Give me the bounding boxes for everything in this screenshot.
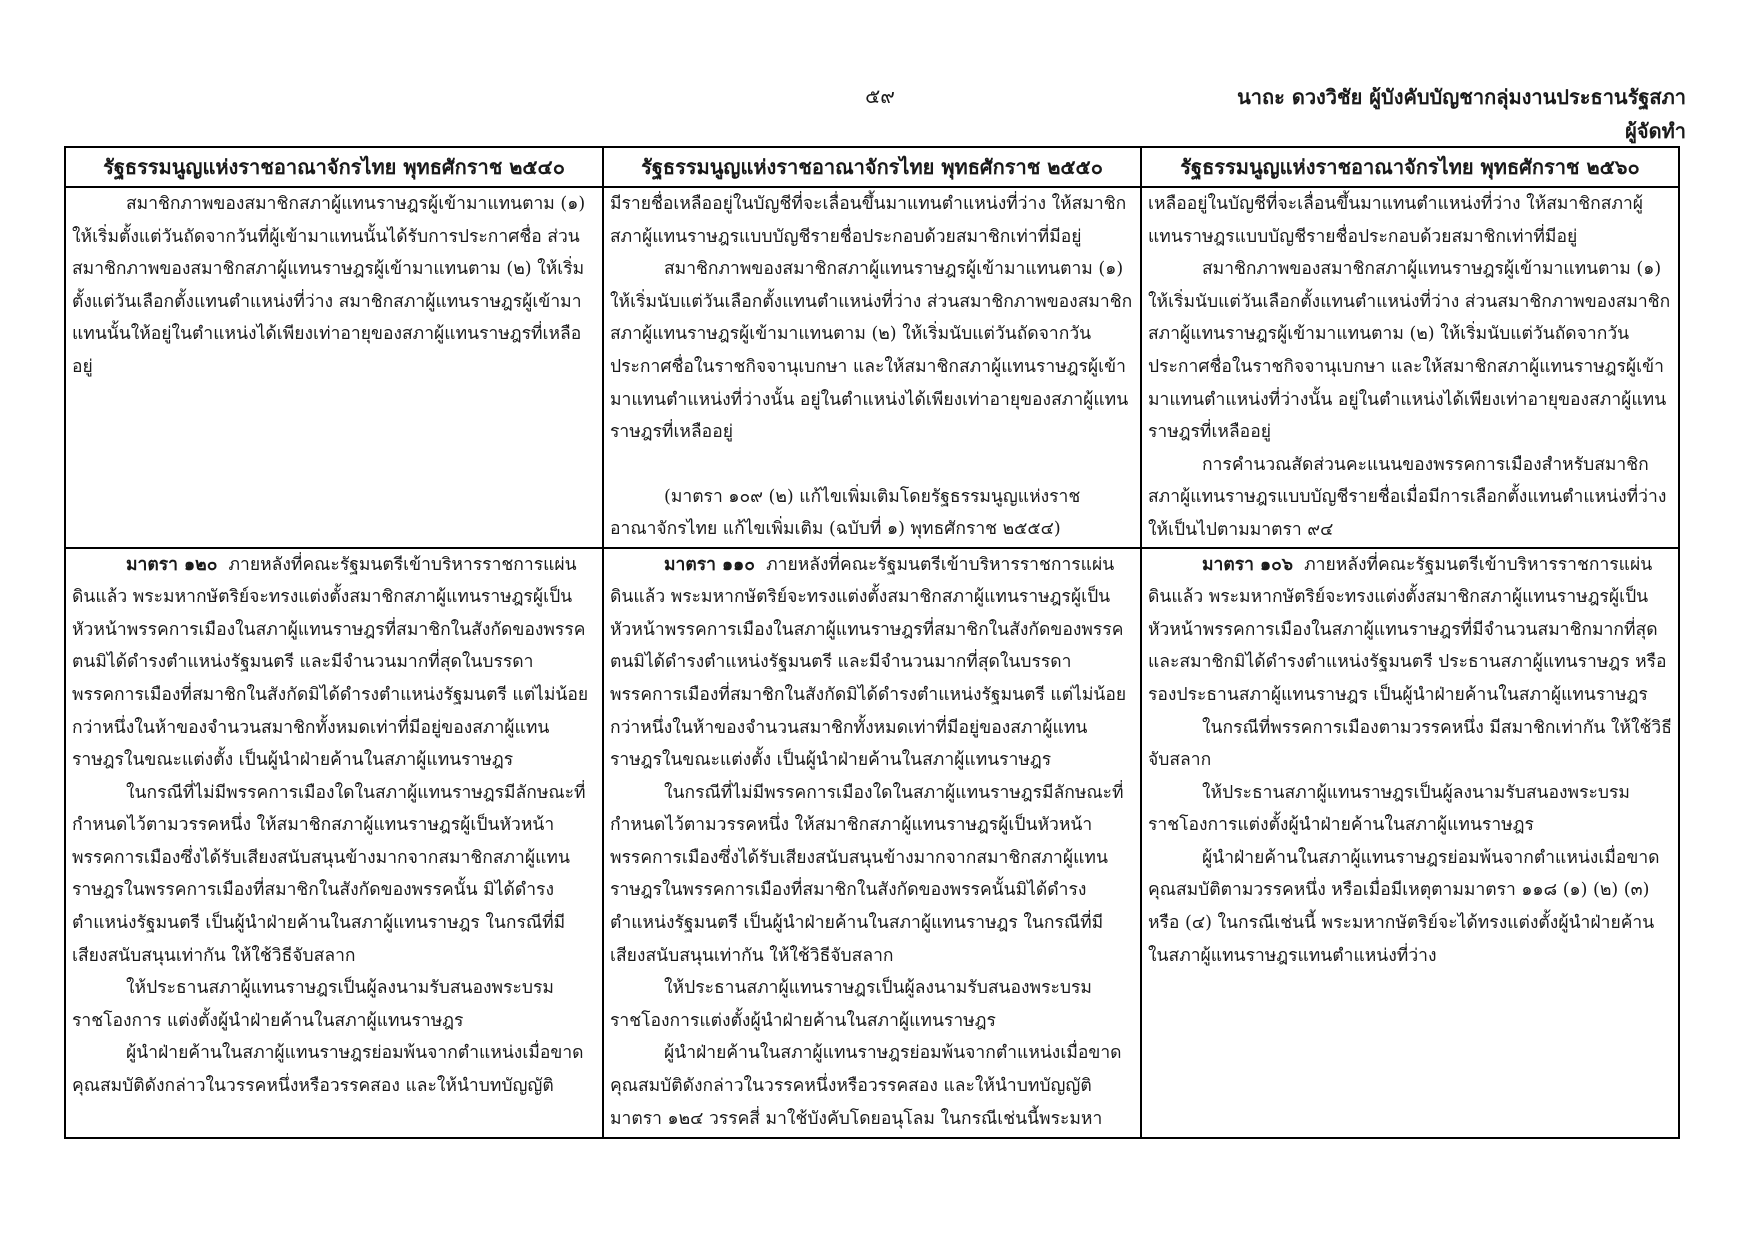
- paragraph: ให้ประธานสภาผู้แทนราษฎรเป็นผู้ลงนามรับสนองพระบรมราชโองการแต่งตั้งผู้นำฝ่ายค้านในสภาผู้แทนราษฎร: [610, 978, 1092, 1031]
- preparer-role: ผู้จัดทำ: [1625, 119, 1686, 143]
- paragraph: ให้ประธานสภาผู้แทนราษฎรเป็นผู้ลงนามรับสนองพระบรมราชโองการ แต่งตั้งผู้นำฝ่ายค้านในสภาผู้แทนราษฎร: [72, 978, 554, 1031]
- paragraph: มีรายชื่อเหลืออยู่ในบัญชีที่จะเลื่อนขึ้นมาแทนตำแหน่งที่ว่าง ให้สมาชิกสภาผู้แทนราษฎรแบบบัญชีรายชื่อประกอบด้วยสมาชิกเท่าที่มีอยู่: [610, 194, 1127, 247]
- header-2550: รัฐธรรมนูญแห่งราชอาณาจักรไทย พุทธศักราช ๒๕๕๐: [603, 147, 1141, 187]
- table-row: [65, 548, 1679, 1138]
- cell-2560-row2: [1141, 548, 1679, 1138]
- article-text: ภายหลังที่คณะรัฐมนตรีเข้าบริหารราชการแผ่นดินแล้ว พระมหากษัตริย์จะทรงแต่งตั้งสมาชิกสภาผู้แทนราษฎรผู้เป็นหัวหน้าพรรคการเมืองในสภาผู้แทนราษฎรที่มีจำนวนสมาชิกมากที่สุด และสมาชิกมิได้ดำรงตำแหน่งรัฐมนตรี ประธานสภาผู้แทนราษฎร หรือรองประธานสภาผู้แทนราษฎร เป็นผู้นำฝ่ายค้านในสภาผู้แทนราษฎร: [1148, 554, 1667, 705]
- cell-2550-row1: [603, 187, 1141, 548]
- header-2540: รัฐธรรมนูญแห่งราชอาณาจักรไทย พุทธศักราช ๒๕๔๐: [65, 147, 603, 187]
- paragraph: เหลืออยู่ในบัญชีที่จะเลื่อนขึ้นมาแทนตำแหน่งที่ว่าง ให้สมาชิกสภาผู้แทนราษฎรแบบบัญชีรายชื่อประกอบด้วยสมาชิกเท่าที่มีอยู่: [1148, 194, 1644, 247]
- paragraph: ผู้นำฝ่ายค้านในสภาผู้แทนราษฎรย่อมพ้นจากตำแหน่งเมื่อขาดคุณสมบัติดังกล่าวในวรรคหนึ่งหรือวรรคสอง และให้นำบทบัญญัติมาตรา ๑๒๔ วรรคสี่ มาใช้บังคับโดยอนุโลม ในกรณีเช่นนี้พระมหา: [610, 1043, 1122, 1129]
- paragraph: ในกรณีที่ไม่มีพรรคการเมืองใดในสภาผู้แทนราษฎรมีลักษณะที่กำหนดไว้ตามวรรคหนึ่ง ให้สมาชิกสภาผู้แทนราษฎรผู้เป็นหัวหน้าพรรคการเมืองซึ่งได้รับเสียงสนับสนุนข้างมากจากสมาชิกสภาผู้แทนราษฎรในพรรคการเมืองที่สมาชิกในสังกัดของพรรคนั้น มิได้ดำรงตำแหน่งรัฐมนตรี เป็นผู้นำฝ่ายค้านในสภาผู้แทนราษฎร ในกรณีที่มีเสียงสนับสนุนเท่ากัน ให้ใช้วิธีจับสลาก: [72, 782, 586, 966]
- constitution-comparison-table: [64, 146, 1680, 1139]
- cell-2560-row1: [1141, 187, 1679, 548]
- paragraph: สมาชิกภาพของสมาชิกสภาผู้แทนราษฎรผู้เข้ามาแทนตาม (๑) ให้เริ่มตั้งแต่วันถัดจากวันที่ผู้เข้ามาแทนนั้นได้รับการประกาศชื่อ ส่วนสมาชิกภาพของสมาชิกสภาผู้แทนราษฎรผู้เข้ามาแทนตาม (๒) ให้เริ่มตั้งแต่วันเลือกตั้งแทนตำแหน่งที่ว่าง สมาชิกสภาผู้แทนราษฎรผู้เข้ามาแทนนั้นให้อยู่ในตำแหน่งได้เพียงเท่าอายุของสภาผู้แทนราษฎรที่เหลืออยู่: [72, 194, 586, 377]
- article-paragraph: [72, 549, 596, 777]
- article-label: มาตรา ๑๑๐: [664, 554, 755, 575]
- cell-2540-row2: [65, 548, 603, 1138]
- article-label: มาตรา ๑๐๖: [1202, 554, 1293, 575]
- paragraph: สมาชิกภาพของสมาชิกสภาผู้แทนราษฎรผู้เข้ามาแทนตาม (๑) ให้เริ่มนับแต่วันเลือกตั้งแทนตำแหน่งที่ว่าง ส่วนสมาชิกภาพของสมาชิกสภาผู้แทนราษฎรผู้เข้ามาแทนตาม (๒) ให้เริ่มนับแต่วันถัดจากวันประกาศชื่อในราชกิจจานุเบกษา และให้สมาชิกสภาผู้แทนราษฎรผู้เข้ามาแทนตำแหน่งที่ว่างนั้น อยู่ในตำแหน่งได้เพียงเท่าอายุของสภาผู้แทนราษฎรที่เหลืออยู่: [610, 259, 1133, 443]
- preparer-name: นาถะ ดวงวิชัย ผู้บังคับบัญชากลุ่มงานประธานรัฐสภา: [1237, 85, 1686, 109]
- paragraph: การคำนวณสัดส่วนคะแนนของพรรคการเมืองสำหรับสมาชิกสภาผู้แทนราษฎรแบบบัญชีรายชื่อเมื่อมีการเลือกตั้งแทนตำแหน่งที่ว่าง ให้เป็นไปตามมาตรา ๙๔: [1148, 454, 1667, 540]
- article-paragraph: [1148, 549, 1672, 712]
- table-row: [65, 187, 1679, 548]
- paragraph: ในกรณีที่ไม่มีพรรคการเมืองใดในสภาผู้แทนราษฎรมีลักษณะที่กำหนดไว้ตามวรรคหนึ่ง ให้สมาชิกสภาผู้แทนราษฎรผู้เป็นหัวหน้าพรรคการเมืองซึ่งได้รับเสียงสนับสนุนข้างมากจากสมาชิกสภาผู้แทนราษฎรในพรรคการเมืองที่สมาชิกในสังกัดของพรรคนั้นมิได้ดำรงตำแหน่งรัฐมนตรี เป็นผู้นำฝ่ายค้านในสภาผู้แทนราษฎร ในกรณีที่มีเสียงสนับสนุนเท่ากัน ให้ใช้วิธีจับสลาก: [610, 782, 1124, 966]
- paragraph: ผู้นำฝ่ายค้านในสภาผู้แทนราษฎรย่อมพ้นจากตำแหน่งเมื่อขาดคุณสมบัติดังกล่าวในวรรคหนึ่งหรือวรรคสอง และให้นำบทบัญญัติ: [72, 1043, 584, 1097]
- article-text: ภายหลังที่คณะรัฐมนตรีเข้าบริหารราชการแผ่นดินแล้ว พระมหากษัตริย์จะทรงแต่งตั้งสมาชิกสภาผู้แทนราษฎรผู้เป็นหัวหน้าพรรคการเมืองในสภาผู้แทนราษฎรที่สมาชิกในสังกัดของพรรคตนมิได้ดำรงตำแหน่งรัฐมนตรี และมีจำนวนมากที่สุดในบรรดาพรรคการเมืองที่สมาชิกในสังกัดมิได้ดำรงตำแหน่งรัฐมนตรี แต่ไม่น้อยกว่าหนึ่งในห้าของจำนวนสมาชิกทั้งหมดเท่าที่มีอยู่ของสภาผู้แทนราษฎรในขณะแต่งตั้ง เป็นผู้นำฝ่ายค้านในสภาผู้แทนราษฎร: [72, 554, 589, 771]
- header-2560: รัฐธรรมนูญแห่งราชอาณาจักรไทย พุทธศักราช ๒๕๖๐: [1141, 147, 1679, 187]
- article-paragraph: [610, 549, 1134, 777]
- header-row: [65, 147, 1679, 187]
- paragraph: ในกรณีที่พรรคการเมืองตามวรรคหนึ่ง มีสมาชิกเท่ากัน ให้ใช้วิธีจับสลาก: [1148, 717, 1672, 771]
- article-text: ภายหลังที่คณะรัฐมนตรีเข้าบริหารราชการแผ่นดินแล้ว พระมหากษัตริย์จะทรงแต่งตั้งสมาชิกสภาผู้แทนราษฎรผู้เป็นหัวหน้าพรรคการเมืองในสภาผู้แทนราษฎรที่สมาชิกในสังกัดของพรรคตนมิได้ดำรงตำแหน่งรัฐมนตรี และมีจำนวนมากที่สุดในบรรดาพรรคการเมืองที่สมาชิกในสังกัดมิได้ดำรงตำแหน่งรัฐมนตรี แต่ไม่น้อยกว่าหนึ่งในห้าของจำนวนสมาชิกทั้งหมดเท่าที่มีอยู่ของสภาผู้แทนราษฎรในขณะแต่งตั้ง เป็นผู้นำฝ่ายค้านในสภาผู้แทนราษฎร: [610, 554, 1127, 771]
- paragraph: ให้ประธานสภาผู้แทนราษฎรเป็นผู้ลงนามรับสนองพระบรมราชโองการแต่งตั้งผู้นำฝ่ายค้านในสภาผู้แทนราษฎร: [1148, 782, 1630, 836]
- preparer-block: [1237, 80, 1686, 148]
- cell-2550-row2: [603, 548, 1141, 1138]
- amendment-note: (มาตรา ๑๐๙ (๒) แก้ไขเพิ่มเติมโดยรัฐธรรมนูญแห่งราชอาณาจักรไทย แก้ไขเพิ่มเติม (ฉบับที่ ๑) พุทธศักราช ๒๕๕๔): [610, 486, 1081, 540]
- paragraph: ผู้นำฝ่ายค้านในสภาผู้แทนราษฎรย่อมพ้นจากตำแหน่งเมื่อขาดคุณสมบัติตามวรรคหนึ่ง หรือเมื่อมีเหตุตามมาตรา ๑๑๘ (๑) (๒) (๓) หรือ (๔) ในกรณีเช่นนี้ พระมหากษัตริย์จะได้ทรงแต่งตั้งผู้นำฝ่ายค้านในสภาผู้แทนราษฎรแทนตำแหน่งที่ว่าง: [1148, 847, 1660, 966]
- paragraph: สมาชิกภาพของสมาชิกสภาผู้แทนราษฎรผู้เข้ามาแทนตาม (๑) ให้เริ่มนับแต่วันเลือกตั้งแทนตำแหน่งที่ว่าง ส่วนสมาชิกภาพของสมาชิกสภาผู้แทนราษฎรผู้เข้ามาแทนตาม (๒) ให้เริ่มนับแต่วันถัดจากวันประกาศชื่อในราชกิจจานุเบกษา และให้สมาชิกสภาผู้แทนราษฎรผู้เข้ามาแทนตำแหน่งที่ว่างนั้น อยู่ในตำแหน่งได้เพียงเท่าอายุของสภาผู้แทนราษฎรที่เหลืออยู่: [1148, 259, 1671, 443]
- cell-2540-row1: [65, 187, 603, 548]
- article-label: มาตรา ๑๒๐: [126, 554, 218, 575]
- page-number: ๕๙: [865, 84, 895, 108]
